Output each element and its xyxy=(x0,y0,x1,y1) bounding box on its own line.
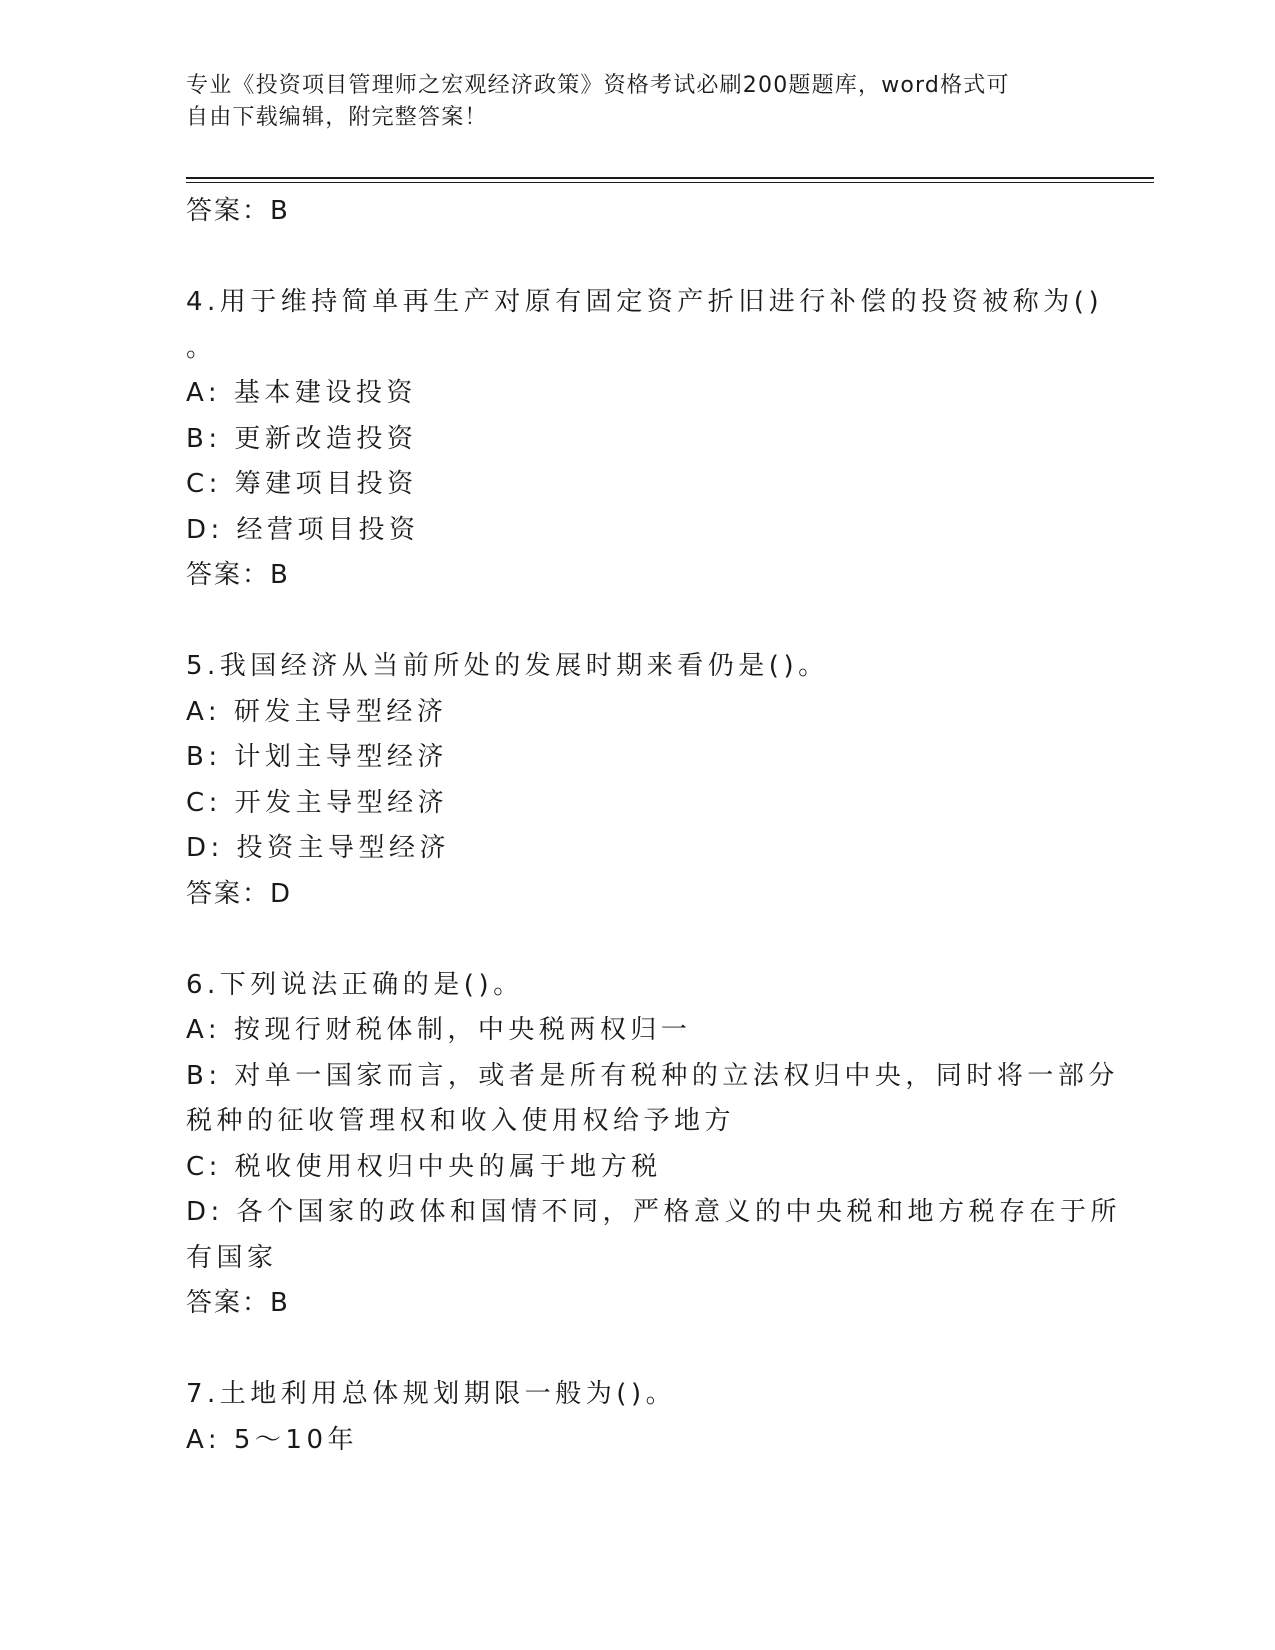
question-list xyxy=(186,189,1122,1463)
answer: 答案：B xyxy=(186,560,290,590)
question-6 xyxy=(186,963,1122,1327)
header-title-line-1: 专业《投资项目管理师之宏观经济政策》资格考试必刷200题题库，word格式可 xyxy=(186,73,1010,98)
option-c: C: 开发主导型经济 xyxy=(186,787,449,818)
option-b: B: 对单一国家而言，或者是所有税种的立法权归中央，同时将一部分 xyxy=(186,1060,1119,1091)
option-d: D: 投资主导型经济 xyxy=(186,833,451,863)
question-5 xyxy=(186,644,1086,917)
question-stem-continued: 。 xyxy=(186,332,217,363)
option-b: B: 更新改造投资 xyxy=(186,423,418,454)
question-7 xyxy=(186,1372,1086,1463)
question-4 xyxy=(186,280,1104,599)
option-b-continued: 税种的征收管理权和收入使用权给予地方 xyxy=(186,1106,736,1136)
option-c: C: 税收使用权归中央的属于地方税 xyxy=(186,1151,662,1182)
spacer xyxy=(186,235,1086,281)
option-a: A: 按现行财税体制，中央税两权归一 xyxy=(186,1015,692,1045)
question-stem: 6.下列说法正确的是()。 xyxy=(186,969,524,1000)
question-stem: 5.我国经济从当前所处的发展时期来看仍是()。 xyxy=(186,651,829,681)
option-d-continued: 有国家 xyxy=(186,1242,278,1273)
option-b: B: 计划主导型经济 xyxy=(186,742,448,772)
option-a: A: 5～10年 xyxy=(186,1424,358,1455)
spacer xyxy=(186,917,1086,963)
answer-q3: 答案：B xyxy=(186,196,290,226)
answer: 答案：D xyxy=(186,878,293,909)
spacer xyxy=(186,599,1086,645)
question-stem: 7.土地利用总体规划期限一般为()。 xyxy=(186,1379,677,1409)
option-a: A: 研发主导型经济 xyxy=(186,696,448,727)
option-d: D: 经营项目投资 xyxy=(186,514,420,545)
question-stem: 4.用于维持简单再生产对原有固定资产折旧进行补偿的投资被称为() xyxy=(186,287,1104,317)
header-title-line-2: 自由下载编辑，附完整答案！ xyxy=(186,105,488,130)
header-divider xyxy=(186,177,1154,179)
document-header xyxy=(186,70,1066,134)
option-a: A: 基本建设投资 xyxy=(186,378,417,408)
answer: 答案：B xyxy=(186,1288,290,1318)
spacer xyxy=(186,1327,1086,1373)
option-c: C: 筹建项目投资 xyxy=(186,469,418,499)
option-d: D: 各个国家的政体和国情不同，严格意义的中央税和地方税存在于所 xyxy=(186,1197,1122,1227)
header-divider-thin xyxy=(186,182,1154,183)
